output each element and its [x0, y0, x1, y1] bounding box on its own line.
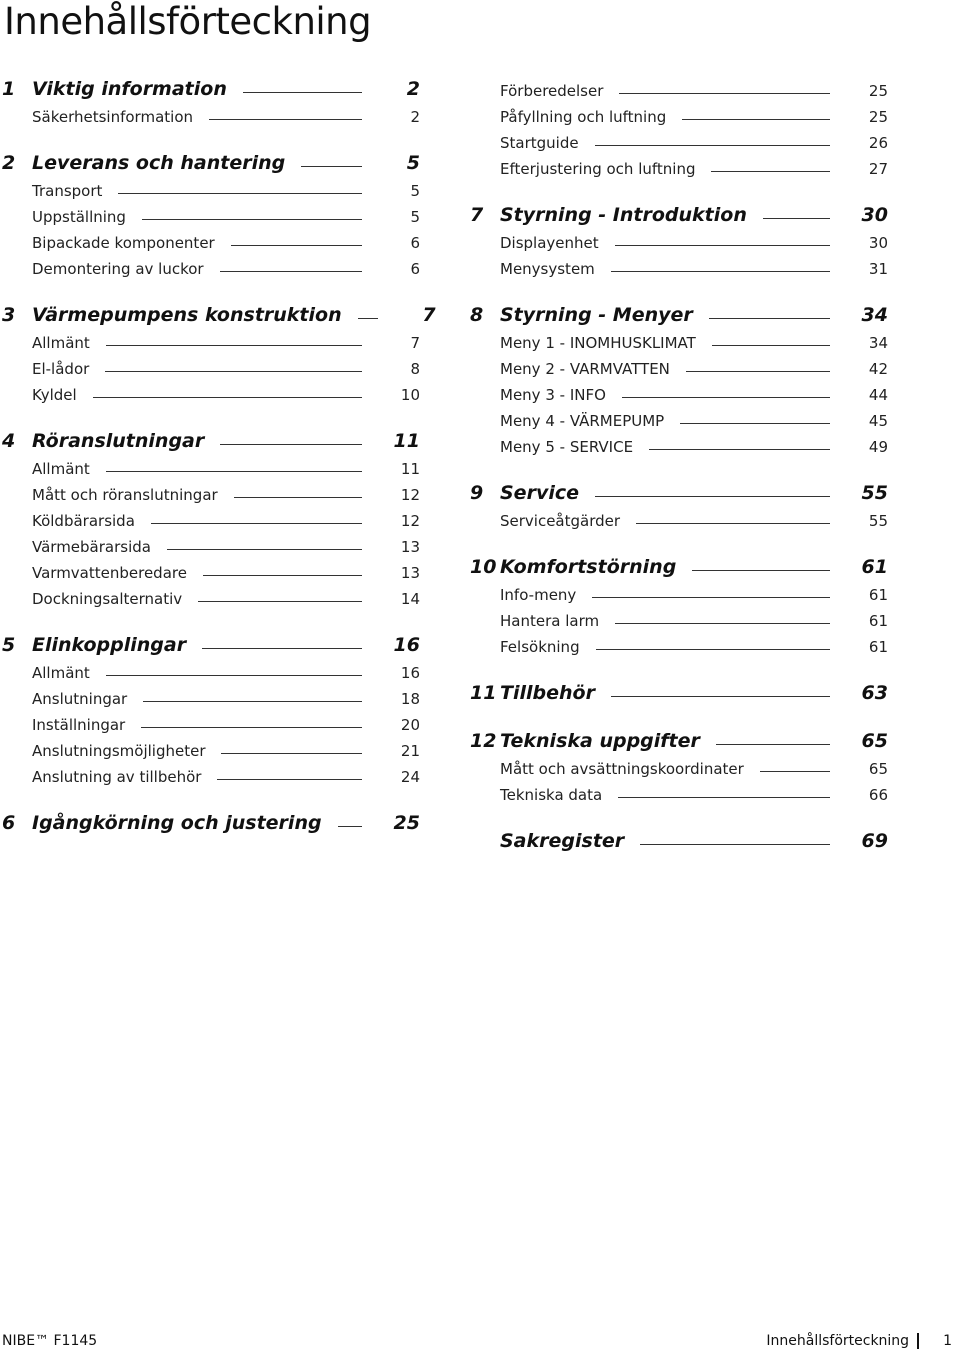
- toc-leader-line: [243, 92, 362, 93]
- toc-subsection-title: Startguide: [500, 134, 579, 152]
- toc-leader-line: [221, 753, 362, 754]
- toc-subsection-title: Serviceåtgärder: [500, 512, 621, 530]
- footer-right: [766, 1333, 952, 1349]
- toc-section-entry[interactable]: [0, 804, 420, 834]
- page-footer: [0, 1333, 960, 1353]
- toc-subsection-title: Meny 5 - SERVICE: [500, 438, 634, 456]
- toc-leader-line: [692, 570, 830, 571]
- toc-subsection-title: Tekniska data: [500, 786, 603, 804]
- toc-subsection-entry[interactable]: [468, 126, 888, 152]
- toc-leader-line: [763, 218, 830, 219]
- toc-section-number: 3: [2, 304, 16, 326]
- toc-page-number: 34: [868, 334, 888, 352]
- toc-section-title: Viktig information: [32, 78, 227, 100]
- toc-page-number: 26: [868, 134, 888, 152]
- toc-subsection-title: Anslutningar: [32, 690, 128, 708]
- toc-subsection-entry[interactable]: [468, 70, 888, 100]
- toc-leader-line: [686, 371, 830, 372]
- toc-subsection-title: Demontering av luckor: [32, 260, 204, 278]
- toc-page-number: 5: [410, 182, 420, 200]
- toc-subsection-entry[interactable]: [0, 378, 420, 404]
- toc-subsection-title: Meny 1 - INOMHUSKLIMAT: [500, 334, 696, 352]
- toc-subsection-entry[interactable]: [0, 252, 420, 278]
- toc-leader-line: [760, 771, 830, 772]
- toc-section-title: Elinkopplingar: [32, 634, 187, 656]
- footer-page-number: 1: [943, 1333, 952, 1349]
- toc-subsection-title: Inställningar: [32, 716, 126, 734]
- toc-section-number: 10: [470, 556, 497, 578]
- toc-subsection-title: Allmänt: [32, 460, 90, 478]
- toc-subsection-entry[interactable]: [0, 656, 420, 682]
- toc-leader-line: [203, 575, 362, 576]
- toc-subsection-entry[interactable]: [0, 682, 420, 708]
- toc-leader-line: [615, 245, 830, 246]
- toc-subsection-title: Allmänt: [32, 664, 90, 682]
- toc-subsection-entry[interactable]: [0, 530, 420, 556]
- toc-section-title: Styrning - Menyer: [500, 304, 693, 326]
- toc-subsection-entry[interactable]: [0, 582, 420, 608]
- toc-subsection-entry[interactable]: [0, 760, 420, 786]
- toc-subsection-title: Menysystem: [500, 260, 595, 278]
- toc-leader-line: [106, 675, 362, 676]
- page-title: Innehållsförteckning: [4, 0, 372, 43]
- toc-subsection-title: Förberedelser: [500, 82, 604, 100]
- toc-subsection-title: Köldbärarsida: [32, 512, 135, 530]
- toc-right-column: [468, 70, 888, 852]
- toc-section-title: Röranslutningar: [32, 430, 205, 452]
- toc-section-number: 12: [470, 730, 497, 752]
- toc-leader-line: [202, 648, 362, 649]
- toc-page-number: 12: [400, 486, 420, 504]
- toc-leader-line: [105, 371, 362, 372]
- toc-subsection-title: Påfyllning och luftning: [500, 108, 667, 126]
- toc-leader-line: [716, 744, 830, 745]
- toc-page-number: 14: [400, 590, 420, 608]
- toc-page-number: 42: [868, 360, 888, 378]
- toc-section-entry[interactable]: [468, 548, 888, 578]
- toc-subsection-entry[interactable]: [468, 404, 888, 430]
- toc-leader-line: [143, 701, 362, 702]
- toc-subsection-entry[interactable]: [468, 752, 888, 778]
- toc-leader-line: [106, 471, 362, 472]
- toc-leader-line: [106, 345, 362, 346]
- toc-left-column: [0, 70, 436, 834]
- toc-leader-line: [234, 497, 362, 498]
- toc-page-number: 69: [861, 830, 888, 852]
- toc-page-number: 65: [868, 760, 888, 778]
- toc-page-number: 61: [861, 556, 888, 578]
- toc-leader-line: [118, 193, 362, 194]
- toc-leader-line: [611, 271, 830, 272]
- toc-subsection-entry[interactable]: [468, 504, 888, 530]
- toc-leader-line: [709, 318, 830, 319]
- toc-page-number: 11: [400, 460, 420, 478]
- toc-leader-line: [619, 93, 830, 94]
- toc-leader-line: [636, 523, 830, 524]
- toc-section-number: 6: [2, 812, 16, 834]
- toc-page-number: 24: [400, 768, 420, 786]
- toc-section-entry[interactable]: [0, 422, 420, 452]
- toc-page-number: 18: [400, 690, 420, 708]
- toc-section-title: Styrning - Introduktion: [500, 204, 747, 226]
- toc-leader-line: [151, 523, 362, 524]
- toc-leader-line: [596, 649, 830, 650]
- toc-section-entry[interactable]: [0, 144, 420, 174]
- toc-leader-line: [198, 601, 362, 602]
- toc-section-title: Värmepumpens konstruktion: [32, 304, 342, 326]
- toc-leader-line: [711, 171, 830, 172]
- toc-subsection-title: Efterjustering och luftning: [500, 160, 696, 178]
- toc-page-number: 5: [406, 152, 420, 174]
- toc-leader-line: [220, 444, 362, 445]
- toc-section-title: Tekniska uppgifter: [500, 730, 700, 752]
- toc-subsection-title: Meny 2 - VARMVATTEN: [500, 360, 670, 378]
- toc-leader-line: [595, 145, 830, 146]
- toc-subsection-entry[interactable]: [0, 504, 420, 530]
- toc-section-number: 5: [2, 634, 16, 656]
- toc-page-number: 2: [410, 108, 420, 126]
- toc-subsection-title: Mått och röranslutningar: [32, 486, 218, 504]
- toc-section-title: Service: [500, 482, 579, 504]
- toc-subsection-title: Hantera larm: [500, 612, 600, 630]
- toc-subsection-entry[interactable]: [468, 226, 888, 252]
- toc-leader-line: [649, 449, 830, 450]
- toc-subsection-entry[interactable]: [0, 708, 420, 734]
- toc-subsection-entry[interactable]: [468, 378, 888, 404]
- toc-leader-line: [209, 119, 362, 120]
- toc-subsection-entry[interactable]: [0, 734, 420, 760]
- toc-subsection-entry[interactable]: [468, 152, 888, 178]
- toc-subsection-entry[interactable]: [468, 352, 888, 378]
- toc-subsection-title: Kyldel: [32, 386, 77, 404]
- toc-subsection-entry[interactable]: [468, 604, 888, 630]
- toc-page-number: 25: [868, 82, 888, 100]
- toc-leader-line: [141, 727, 362, 728]
- toc-leader-line: [217, 779, 362, 780]
- toc-subsection-entry[interactable]: [468, 630, 888, 656]
- toc-leader-line: [611, 696, 830, 697]
- toc-subsection-entry[interactable]: [0, 100, 420, 126]
- toc-section-entry[interactable]: [0, 626, 420, 656]
- toc-subsection-title: Felsökning: [500, 638, 580, 656]
- toc-section-entry[interactable]: [468, 822, 888, 852]
- toc-section-entry[interactable]: [0, 70, 420, 100]
- toc-page-number: 66: [868, 786, 888, 804]
- toc-page-number: 30: [868, 234, 888, 252]
- toc-section-number: 8: [470, 304, 484, 326]
- toc-section-entry[interactable]: [468, 296, 888, 326]
- toc-subsection-entry[interactable]: [0, 226, 420, 252]
- toc-leader-line: [338, 826, 362, 827]
- toc-section-number: 1: [2, 78, 16, 100]
- toc-section-entry[interactable]: [468, 196, 888, 226]
- toc-section-number: 4: [2, 430, 16, 452]
- toc-subsection-title: Displayenhet: [500, 234, 599, 252]
- toc-subsection-entry[interactable]: [468, 252, 888, 278]
- toc-subsection-title: Anslutningsmöjligheter: [32, 742, 206, 760]
- toc-subsection-title: El-lådor: [32, 360, 90, 378]
- toc-leader-line: [615, 623, 830, 624]
- toc-page-number: 6: [410, 260, 420, 278]
- toc-page-number: 44: [868, 386, 888, 404]
- toc-section-title: Leverans och hantering: [32, 152, 286, 174]
- toc-leader-line: [231, 245, 362, 246]
- toc-page-number: 13: [400, 564, 420, 582]
- toc-page-number: 21: [400, 742, 420, 760]
- toc-page-number: 61: [868, 586, 888, 604]
- toc-subsection-entry[interactable]: [0, 452, 420, 478]
- toc-page-number: 12: [400, 512, 420, 530]
- toc-section-entry[interactable]: [468, 474, 888, 504]
- toc-page-number: 31: [868, 260, 888, 278]
- toc-leader-line: [622, 397, 830, 398]
- toc-page-number: 55: [861, 482, 888, 504]
- toc-leader-line: [93, 397, 362, 398]
- toc-leader-line: [595, 496, 830, 497]
- toc-subsection-entry[interactable]: [468, 100, 888, 126]
- toc-subsection-title: Uppställning: [32, 208, 126, 226]
- toc-subsection-title: Varmvattenberedare: [32, 564, 187, 582]
- toc-subsection-title: Säkerhetsinformation: [32, 108, 194, 126]
- toc-page-number: 6: [410, 234, 420, 252]
- toc-leader-line: [301, 166, 362, 167]
- footer-divider: [917, 1333, 919, 1349]
- toc-leader-line: [358, 318, 378, 319]
- toc-page-number: 45: [868, 412, 888, 430]
- toc-subsection-title: Dockningsalternativ: [32, 590, 183, 608]
- toc-section-number: 9: [470, 482, 484, 504]
- toc-page-number: 13: [400, 538, 420, 556]
- toc-page-number: 7: [422, 304, 436, 326]
- toc-subsection-title: Meny 4 - VÄRMEPUMP: [500, 412, 665, 430]
- toc-page-number: 63: [861, 682, 888, 704]
- toc-page-number: 20: [400, 716, 420, 734]
- toc-leader-line: [640, 844, 830, 845]
- toc-section-title: Sakregister: [500, 830, 625, 852]
- toc-subsection-entry[interactable]: [0, 200, 420, 226]
- toc-subsection-title: Allmänt: [32, 334, 90, 352]
- toc-section-title: Tillbehör: [500, 682, 595, 704]
- toc-page-number: 11: [393, 430, 420, 452]
- toc-page-number: 30: [861, 204, 888, 226]
- toc-page-number: 49: [868, 438, 888, 456]
- toc-subsection-entry[interactable]: [468, 430, 888, 456]
- toc-leader-line: [142, 219, 362, 220]
- footer-product: NIBE™ F1145: [2, 1333, 98, 1349]
- toc-section-entry[interactable]: [0, 296, 436, 326]
- toc-leader-line: [167, 549, 362, 550]
- toc-subsection-entry[interactable]: [468, 778, 888, 804]
- toc-section-entry[interactable]: [468, 674, 888, 704]
- toc-subsection-title: Info-meny: [500, 586, 577, 604]
- toc-page-number: 16: [400, 664, 420, 682]
- toc-subsection-entry[interactable]: [468, 326, 888, 352]
- toc-page-number: 8: [410, 360, 420, 378]
- toc-subsection-title: Bipackade komponenter: [32, 234, 215, 252]
- toc-section-entry[interactable]: [468, 722, 888, 752]
- toc-subsection-title: Anslutning av tillbehör: [32, 768, 202, 786]
- toc-page-number: 55: [868, 512, 888, 530]
- toc-section-number: 7: [470, 204, 484, 226]
- toc-page-number: 65: [861, 730, 888, 752]
- toc-page-number: 34: [861, 304, 888, 326]
- toc-subsection-title: Mått och avsättningskoordinater: [500, 760, 744, 778]
- toc-leader-line: [682, 119, 830, 120]
- toc-section-number: 11: [470, 682, 497, 704]
- toc-leader-line: [220, 271, 362, 272]
- toc-leader-line: [680, 423, 830, 424]
- toc-subsection-entry[interactable]: [468, 578, 888, 604]
- toc-subsection-entry[interactable]: [0, 352, 420, 378]
- toc-subsection-entry[interactable]: [0, 478, 420, 504]
- footer-section: Innehållsförteckning: [766, 1333, 910, 1349]
- toc-section-number: 2: [2, 152, 16, 174]
- toc-subsection-entry[interactable]: [0, 556, 420, 582]
- toc-page-number: 2: [406, 78, 420, 100]
- toc-page-number: 25: [393, 812, 420, 834]
- toc-page-number: 61: [868, 612, 888, 630]
- toc-leader-line: [712, 345, 830, 346]
- toc-page-number: 25: [868, 108, 888, 126]
- toc-leader-line: [592, 597, 830, 598]
- toc-page-number: 61: [868, 638, 888, 656]
- toc-subsection-entry[interactable]: [0, 174, 420, 200]
- toc-leader-line: [618, 797, 830, 798]
- toc-page-number: 27: [868, 160, 888, 178]
- toc-section-title: Komfortstörning: [500, 556, 677, 578]
- toc-page-number: 16: [393, 634, 420, 656]
- toc-subsection-title: Transport: [32, 182, 103, 200]
- toc-section-title: Igångkörning och justering: [32, 812, 322, 834]
- toc-page-number: 7: [410, 334, 420, 352]
- toc-subsection-title: Värmebärarsida: [32, 538, 151, 556]
- toc-page-number: 5: [410, 208, 420, 226]
- toc-subsection-title: Meny 3 - INFO: [500, 386, 606, 404]
- toc-page-number: 10: [400, 386, 420, 404]
- toc-subsection-entry[interactable]: [0, 326, 420, 352]
